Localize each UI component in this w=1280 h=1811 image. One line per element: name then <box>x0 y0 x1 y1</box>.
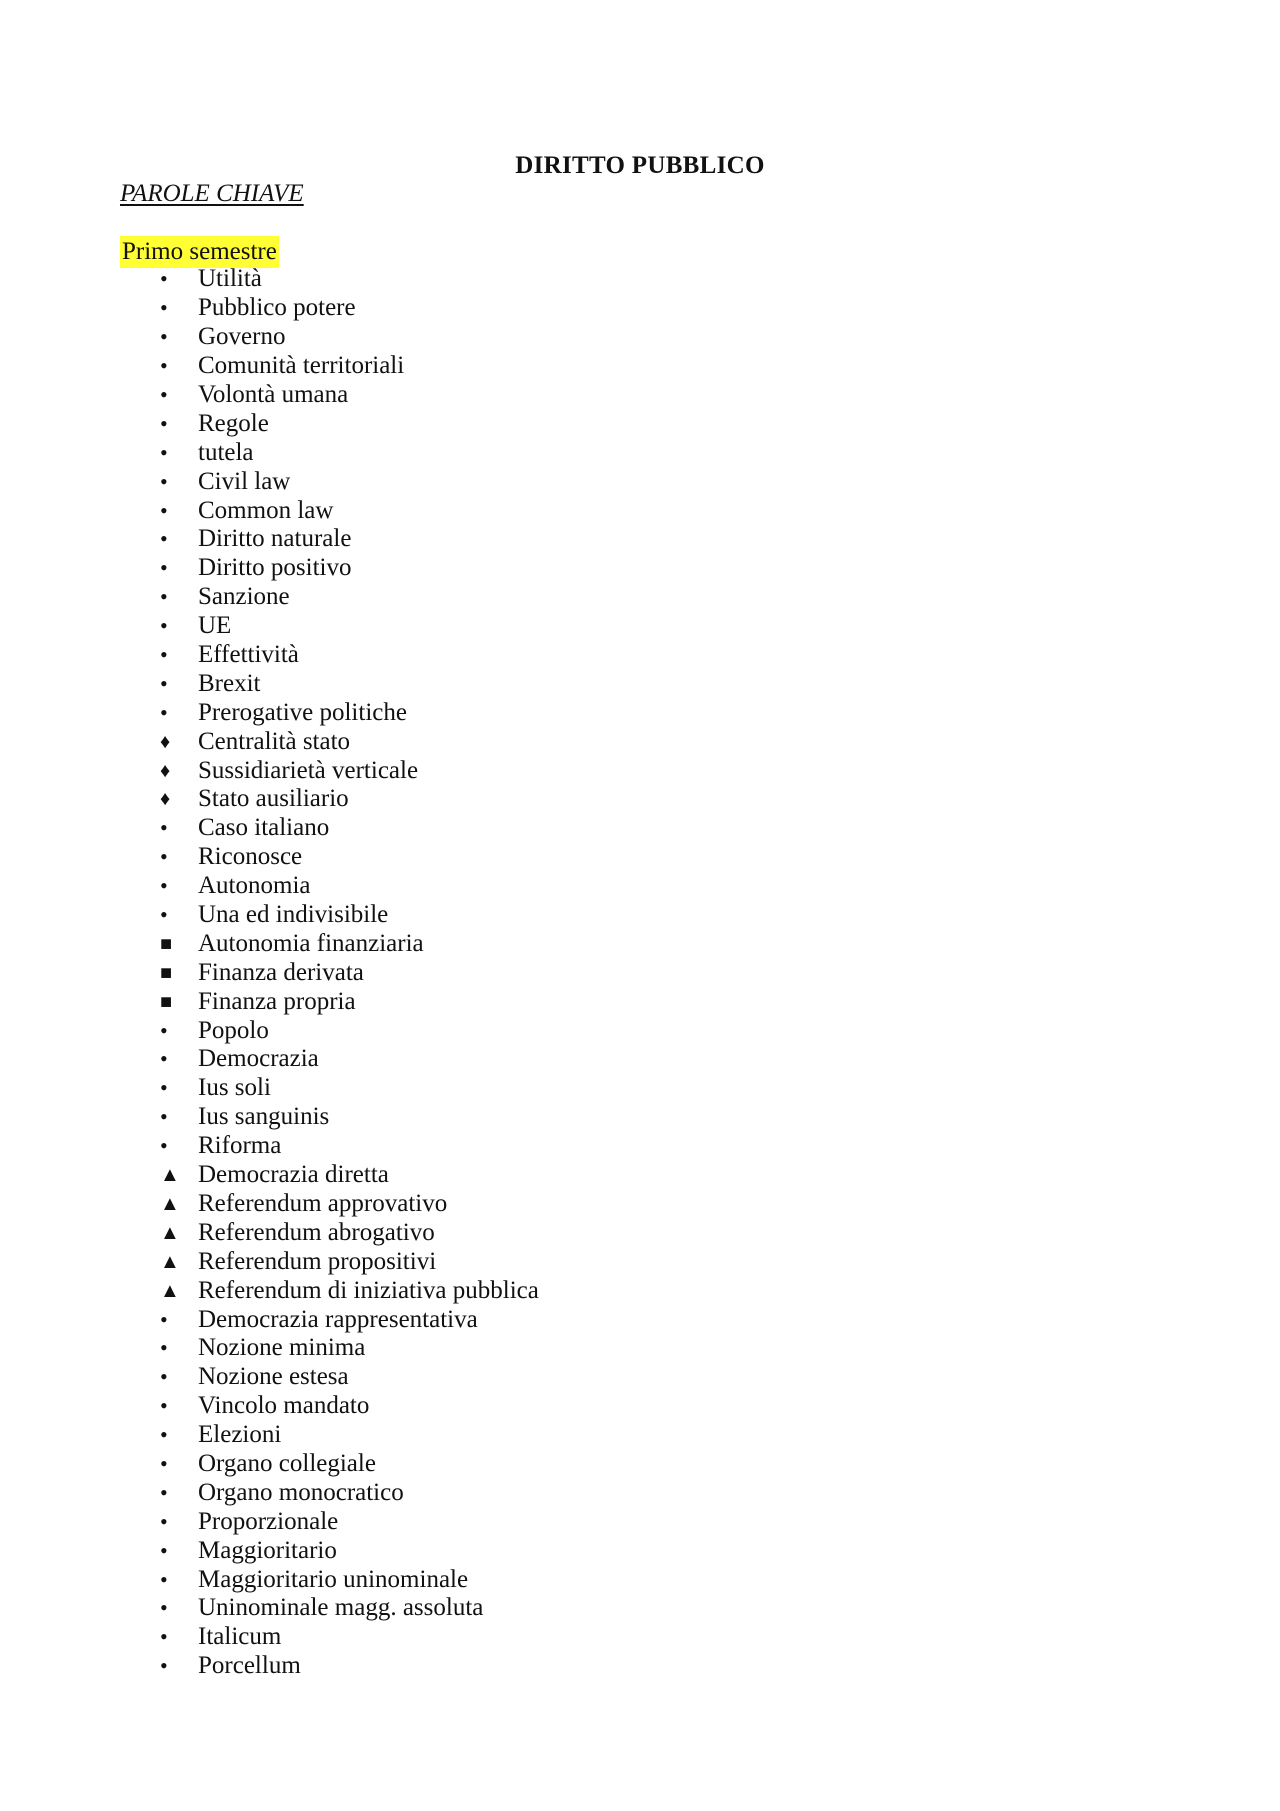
section-heading-highlighted: Primo semestre <box>120 236 279 268</box>
bullet-triangle-icon: ▲ <box>160 1221 180 1244</box>
bullet-dot-icon: • <box>160 1566 168 1592</box>
bullet-square-icon: ■ <box>160 932 173 955</box>
keyword-text: Autonomia <box>198 872 311 900</box>
list-item <box>120 265 539 294</box>
keyword-text: Regole <box>198 409 269 437</box>
keyword-text: Democrazia <box>198 1045 319 1073</box>
bullet-triangle-icon: ▲ <box>160 1250 180 1273</box>
keyword-text: Pubblico potere <box>198 294 356 322</box>
list-item <box>120 352 539 381</box>
bullet-square-icon: ■ <box>160 961 173 984</box>
keyword-text: Nozione estesa <box>198 1363 349 1391</box>
bullet-triangle-icon: ▲ <box>160 1164 180 1187</box>
document-subtitle: PAROLE CHIAVE <box>120 180 304 207</box>
list-item <box>120 958 539 987</box>
list-item <box>120 1536 539 1565</box>
bullet-dot-icon: • <box>160 1624 168 1650</box>
list-item <box>120 756 539 785</box>
keyword-text: Una ed indivisibile <box>198 901 389 929</box>
keyword-text: Elezioni <box>198 1421 282 1449</box>
bullet-dot-icon: • <box>160 670 168 696</box>
keyword-text: Maggioritario uninominale <box>198 1565 469 1593</box>
bullet-dot-icon: • <box>160 873 168 899</box>
bullet-dot-icon: • <box>160 555 168 581</box>
keyword-text: Volontà umana <box>198 381 349 408</box>
bullet-dot-icon: • <box>160 844 168 870</box>
bullet-dot-icon: • <box>160 439 168 465</box>
keyword-text: Sussidiarietà verticale <box>198 756 419 784</box>
list-item <box>120 1450 539 1479</box>
bullet-dot-icon: • <box>160 1104 168 1130</box>
document-title: DIRITTO PUBBLICO <box>515 152 765 179</box>
keyword-text: Democrazia rappresentativa <box>198 1305 478 1333</box>
list-item <box>120 525 539 554</box>
bullet-dot-icon: • <box>160 1306 168 1332</box>
keyword-text: Nozione minima <box>198 1334 366 1362</box>
keyword-text: Prerogative politiche <box>198 698 407 726</box>
bullet-diamond-icon: ♦ <box>160 788 171 811</box>
list-item <box>120 785 539 814</box>
list-item <box>120 554 539 583</box>
list-item <box>120 1074 539 1103</box>
keyword-text: Democrazia diretta <box>198 1161 389 1189</box>
list-item <box>120 1478 539 1507</box>
bullet-dot-icon: • <box>160 410 168 436</box>
keyword-text: Maggioritario <box>198 1536 337 1564</box>
keyword-text: Porcellum <box>198 1652 301 1680</box>
list-item <box>120 583 539 612</box>
bullet-dot-icon: • <box>160 1595 168 1621</box>
keyword-text: Governo <box>198 323 286 351</box>
keyword-text: Vincolo mandato <box>198 1392 370 1420</box>
list-item <box>120 1276 539 1305</box>
list-item <box>120 1016 539 1045</box>
list-item <box>120 1334 539 1363</box>
keyword-text: Finanza derivata <box>198 958 364 986</box>
bullet-dot-icon: • <box>160 613 168 639</box>
bullet-dot-icon: • <box>160 815 168 841</box>
list-item <box>120 409 539 438</box>
list-item <box>120 438 539 467</box>
bullet-dot-icon: • <box>160 1133 168 1159</box>
bullet-dot-icon: • <box>160 266 168 292</box>
bullet-dot-icon: • <box>160 353 168 379</box>
list-item <box>120 814 539 843</box>
bullet-dot-icon: • <box>160 324 168 350</box>
keyword-text: Referendum di iniziativa pubblica <box>198 1276 539 1304</box>
bullet-dot-icon: • <box>160 1046 168 1072</box>
list-item <box>120 1652 539 1681</box>
bullet-dot-icon: • <box>160 1653 168 1679</box>
list-item <box>120 929 539 958</box>
keyword-text: Popolo <box>198 1016 269 1044</box>
bullet-dot-icon: • <box>160 295 168 321</box>
keyword-list <box>120 265 539 1681</box>
bullet-dot-icon: • <box>160 1017 168 1043</box>
list-item <box>120 727 539 756</box>
list-item <box>120 467 539 496</box>
list-item <box>120 1103 539 1132</box>
keyword-text: tutela <box>198 438 254 466</box>
list-item <box>120 612 539 641</box>
keyword-text: Common law <box>198 496 334 524</box>
list-item <box>120 1421 539 1450</box>
list-item <box>120 987 539 1016</box>
keyword-text: Riforma <box>198 1132 282 1160</box>
keyword-text: Referendum abrogativo <box>198 1218 435 1246</box>
list-item <box>120 872 539 901</box>
keyword-text: Diritto positivo <box>198 554 352 582</box>
bullet-dot-icon: • <box>160 1075 168 1101</box>
bullet-dot-icon: • <box>160 1508 168 1534</box>
bullet-dot-icon: • <box>160 1450 168 1476</box>
keyword-text: Organo monocratico <box>198 1478 404 1506</box>
list-item <box>120 1132 539 1161</box>
list-item <box>120 1594 539 1623</box>
bullet-dot-icon: • <box>160 382 168 407</box>
list-item <box>120 381 539 410</box>
keyword-text: Autonomia finanziaria <box>198 929 424 957</box>
list-item <box>120 901 539 930</box>
keyword-text: Utilità <box>198 265 262 293</box>
list-item <box>120 1623 539 1652</box>
list-item <box>120 1218 539 1247</box>
keyword-text: Riconosce <box>198 843 303 871</box>
keyword-text: Civil law <box>198 467 291 495</box>
list-item <box>120 843 539 872</box>
bullet-diamond-icon: ♦ <box>160 759 171 782</box>
list-item <box>120 1305 539 1334</box>
keyword-text: Brexit <box>198 669 261 697</box>
list-item <box>120 1363 539 1392</box>
list-item <box>120 1190 539 1219</box>
bullet-dot-icon: • <box>160 699 168 725</box>
bullet-dot-icon: • <box>160 902 168 928</box>
bullet-dot-icon: • <box>160 1393 168 1419</box>
list-item <box>120 1392 539 1421</box>
bullet-square-icon: ■ <box>160 990 173 1013</box>
keyword-text: Referendum approvativo <box>198 1189 448 1217</box>
bullet-dot-icon: • <box>160 1364 168 1390</box>
keyword-text: Italicum <box>198 1623 282 1651</box>
list-item <box>120 1161 539 1190</box>
list-item <box>120 1565 539 1594</box>
keyword-text: Effettività <box>198 641 299 669</box>
keyword-text: Stato ausiliario <box>198 785 349 813</box>
bullet-dot-icon: • <box>160 1422 168 1448</box>
keyword-text: UE <box>198 612 232 640</box>
bullet-dot-icon: • <box>160 642 168 668</box>
keyword-text: Centralità stato <box>198 727 351 755</box>
keyword-text: Finanza propria <box>198 987 356 1015</box>
list-item <box>120 1045 539 1074</box>
list-item <box>120 698 539 727</box>
list-item <box>120 669 539 698</box>
bullet-dot-icon: • <box>160 1537 168 1563</box>
list-item <box>120 1247 539 1276</box>
bullet-dot-icon: • <box>160 468 168 494</box>
keyword-text: Ius sanguinis <box>198 1103 330 1131</box>
list-item <box>120 1507 539 1536</box>
bullet-dot-icon: • <box>160 1335 168 1361</box>
keyword-text: Referendum propositivi <box>198 1247 437 1275</box>
keyword-text: Ius soli <box>198 1074 271 1102</box>
keyword-text: Uninominale magg. assoluta <box>198 1594 484 1622</box>
list-item <box>120 641 539 670</box>
keyword-text: Sanzione <box>198 583 290 611</box>
keyword-text: Caso italiano <box>198 814 330 842</box>
list-item <box>120 323 539 352</box>
list-item <box>120 294 539 323</box>
list-item <box>120 496 539 525</box>
keyword-text: Comunità territoriali <box>198 352 405 380</box>
bullet-triangle-icon: ▲ <box>160 1192 180 1215</box>
bullet-dot-icon: • <box>160 526 168 552</box>
bullet-dot-icon: • <box>160 497 168 523</box>
bullet-dot-icon: • <box>160 584 168 610</box>
bullet-dot-icon: • <box>160 1479 168 1505</box>
bullet-triangle-icon: ▲ <box>160 1279 180 1302</box>
keyword-text: Proporzionale <box>198 1507 339 1535</box>
keyword-text: Diritto naturale <box>198 525 352 553</box>
keyword-text: Organo collegiale <box>198 1449 376 1477</box>
bullet-diamond-icon: ♦ <box>160 730 171 753</box>
